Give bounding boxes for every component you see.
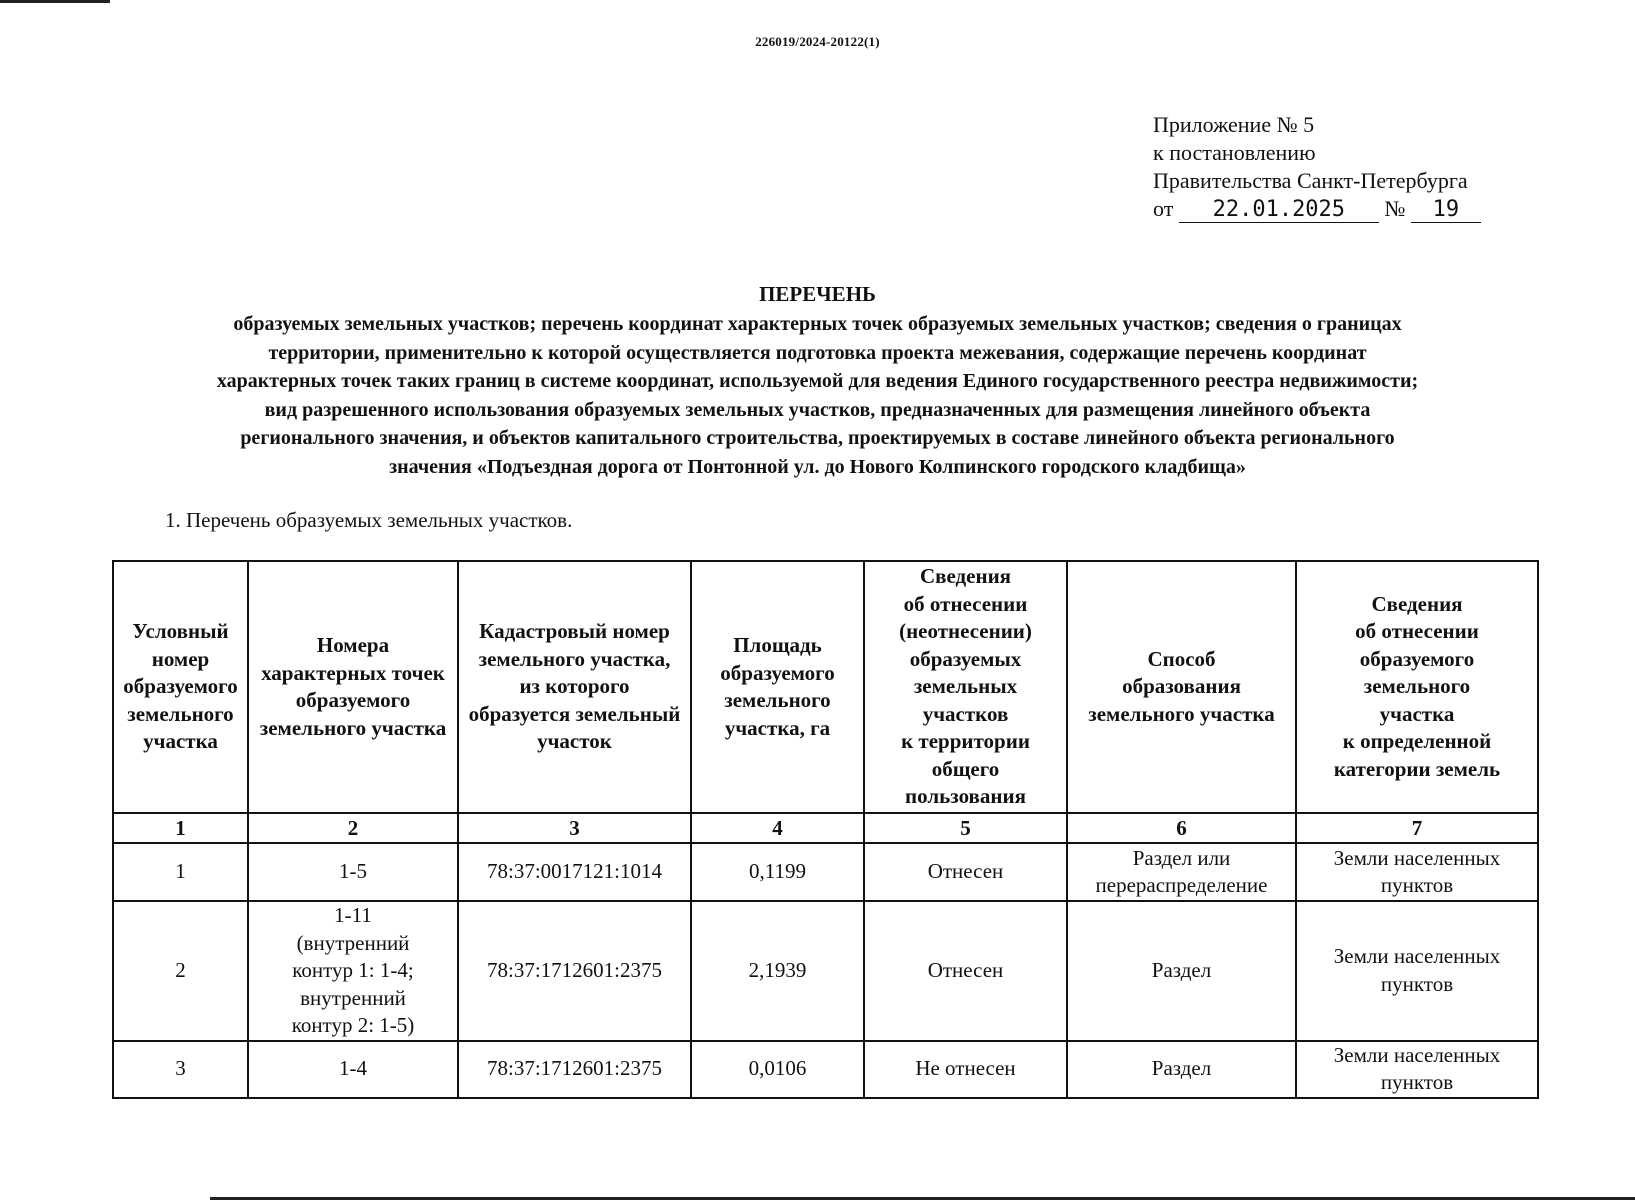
column-header-line: участков: [922, 701, 1009, 726]
subtitle-line: регионального значения, и объектов капитального строительства, проектируемых в составе линейного объекта регионального: [240, 427, 1395, 449]
subtitle-line: значения «Подъездная дорога от Понтонной ул. до Нового Колпинского городского кладбища»: [389, 455, 1246, 478]
from-label: от: [1153, 196, 1174, 221]
column-header-line: образуемого: [720, 660, 835, 685]
cell-line: 2: [175, 958, 186, 982]
column-number-cell: 2: [248, 813, 458, 843]
cell-line: 78:37:0017121:1014: [486, 859, 662, 884]
table-cell: [1296, 1041, 1538, 1098]
column-header-line: образования: [1122, 674, 1241, 699]
resolution-date: 22.01.2025: [1179, 198, 1379, 223]
cell-line: перераспределение: [1095, 873, 1268, 897]
number-label: №: [1384, 196, 1406, 221]
table-cell: [1067, 843, 1296, 901]
column-header-3: [458, 561, 691, 813]
column-header-line: к определенной: [1342, 729, 1492, 754]
table-cell: [1296, 843, 1538, 901]
column-header-line: Сведения: [1371, 591, 1463, 616]
cell-line: 3: [175, 1056, 186, 1081]
column-header-7: [1296, 561, 1538, 813]
table-cell: [458, 1041, 691, 1098]
cell-line: Земли населенных: [1333, 845, 1501, 870]
table-cell: [113, 1041, 248, 1098]
column-header-line: земельного участка: [259, 715, 447, 740]
annex-line-1: Приложение № 5: [1153, 112, 1315, 137]
annex-block: [1153, 111, 1481, 223]
column-header-line: общего: [931, 756, 1000, 781]
table-cell: [1067, 901, 1296, 1041]
cell-line: пунктов: [1380, 873, 1454, 897]
cell-line: 1-11: [334, 903, 372, 927]
column-header-line: образуемого: [295, 688, 411, 712]
column-header-line: образуемого: [123, 674, 238, 699]
cell-line: 78:37:1712601:2375: [486, 958, 662, 982]
cell-line: 1-5: [339, 859, 367, 884]
annex-line-3: Правительства Санкт-Петербурга: [1153, 168, 1468, 193]
table-cell: [864, 1041, 1067, 1098]
table-cell: [248, 843, 458, 901]
column-header-line: земельных: [913, 674, 1018, 699]
cell-line: 78:37:1712601:2375: [486, 1056, 662, 1081]
column-header-line: об отнесении: [903, 591, 1028, 616]
column-header-4: [691, 561, 864, 813]
table-cell: [691, 901, 864, 1041]
cell-line: Не отнесен: [915, 1056, 1016, 1081]
table-cell: [864, 843, 1067, 901]
table-cell: [113, 901, 248, 1041]
column-header-line: земельного участка,: [478, 646, 671, 671]
cell-line: Раздел или: [1132, 845, 1231, 870]
column-header-line: характерных точек: [261, 660, 445, 685]
cell-line: 0,0106: [748, 1056, 807, 1081]
column-number-cell: 6: [1067, 813, 1296, 843]
table-cell: [248, 901, 458, 1041]
column-header-line: участка: [143, 729, 218, 754]
column-number-cell: 7: [1296, 813, 1538, 843]
column-header-line: земельного: [1363, 674, 1471, 699]
column-header-line: пользования: [905, 784, 1026, 809]
table-header-row: [113, 561, 1538, 813]
column-header-line: (неотнесении): [899, 619, 1032, 644]
column-header-line: Сведения: [919, 564, 1012, 589]
table-cell: [113, 843, 248, 901]
cell-line: 2,1939: [748, 958, 807, 982]
document-number: 226019/2024-20122(1): [755, 34, 880, 49]
column-header-line: Условный: [132, 619, 229, 644]
column-header-line: Номера: [316, 633, 390, 657]
column-header-line: из которого: [519, 674, 630, 699]
column-header-line: об отнесении: [1355, 619, 1479, 644]
column-header-line: участка: [1379, 701, 1455, 726]
cell-line: Земли населенных: [1333, 944, 1501, 969]
land-plots-table: [112, 560, 1539, 1099]
cell-line: внутренний: [300, 985, 406, 1010]
cell-line: Раздел: [1151, 958, 1212, 982]
top-edge-rule: [0, 0, 110, 3]
column-header-line: земельного участка: [1088, 701, 1275, 726]
column-number-cell: 4: [691, 813, 864, 843]
column-number-cell: 3: [458, 813, 691, 843]
cell-line: Земли населенных: [1333, 1042, 1501, 1067]
column-header-line: земельного: [724, 688, 831, 712]
column-header-line: участка, га: [724, 715, 831, 740]
column-header-2: [248, 561, 458, 813]
annex-date-line: [1153, 195, 1481, 223]
cell-line: 1: [175, 859, 186, 884]
cell-line: Отнесен: [927, 958, 1004, 982]
column-header-line: Кадастровый номер: [479, 619, 670, 644]
column-header-line: к территории: [901, 729, 1030, 754]
column-header-line: образуется земельный: [468, 701, 681, 726]
column-header-6: [1067, 561, 1296, 813]
cell-line: 0,1199: [749, 859, 806, 884]
column-header-line: участок: [537, 729, 612, 754]
cell-line: контур 1: 1-4;: [292, 958, 414, 982]
section-heading: 1. Перечень образуемых земельных участков.: [165, 508, 573, 532]
subtitle-line: образуемых земельных участков; перечень координат характерных точек образуемых земельных участков; сведения о границах: [233, 313, 1402, 335]
document-subtitle: [100, 310, 1535, 481]
table-cell: [458, 901, 691, 1041]
column-header-line: образуемого: [1359, 646, 1475, 671]
cell-line: Раздел: [1151, 1056, 1212, 1081]
column-number-row: [113, 813, 1538, 843]
table-cell: [864, 901, 1067, 1041]
cell-line: контур 2: 1-5): [291, 1013, 415, 1037]
cell-line: пунктов: [1380, 971, 1454, 996]
cell-line: (внутренний: [296, 930, 410, 955]
cell-line: Отнесен: [927, 859, 1004, 884]
table-cell: [248, 1041, 458, 1098]
column-header-line: номер: [151, 646, 210, 671]
cell-line: 1-4: [339, 1056, 367, 1081]
table-cell: [691, 1041, 864, 1098]
column-number-cell: 1: [113, 813, 248, 843]
subtitle-line: вид разрешенного использования образуемых земельных участков, предназначенных для размещения линейного объекта: [264, 398, 1371, 421]
cell-line: пунктов: [1380, 1070, 1454, 1094]
column-header-line: категории земель: [1333, 756, 1501, 781]
table-cell: [691, 843, 864, 901]
annex-line-2: к постановлению: [1153, 140, 1316, 165]
document-title: ПЕРЕЧЕНЬ: [759, 282, 876, 306]
column-header-line: образуемых: [909, 646, 1022, 671]
table-row: [113, 901, 1538, 1041]
column-header-line: Способ: [1147, 646, 1216, 671]
resolution-number: 19: [1411, 198, 1481, 223]
column-header-1: [113, 561, 248, 813]
table-row: [113, 843, 1538, 901]
table-cell: [458, 843, 691, 901]
column-header-line: Площадь: [733, 633, 822, 657]
column-number-cell: 5: [864, 813, 1067, 843]
subtitle-line: территории, применительно к которой осуществляется подготовка проекта межевания, содержащие перечень координат: [268, 341, 1367, 364]
table-row: [113, 1041, 1538, 1098]
column-header-5: [864, 561, 1067, 813]
subtitle-line: характерных точек таких границ в системе координат, используемой для ведения Единого государственного реестра недвижимости;: [216, 370, 1419, 392]
table-cell: [1296, 901, 1538, 1041]
column-header-line: земельного: [127, 701, 234, 726]
table-cell: [1067, 1041, 1296, 1098]
